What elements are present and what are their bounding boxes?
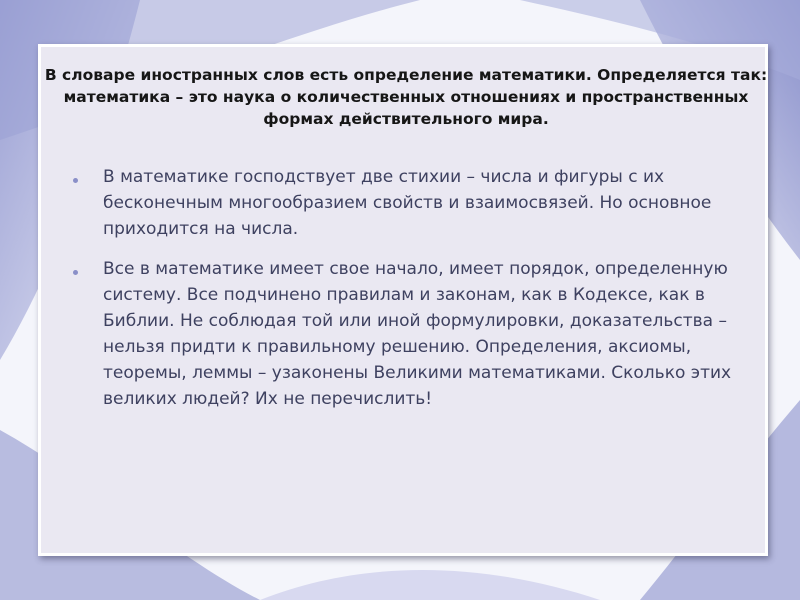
bullet-dot-icon bbox=[73, 178, 78, 183]
bullet-text: Все в математике имеет свое начало, имеет порядок, определенную систему. Все подчинено правилам и законам, как в Кодексе, как в Библии. Не соблюдая той или иной формулировки, доказательства – нельзя придти к правильному решению. Определения, аксиомы, теоремы, леммы – узаконены Великими математиками. Сколько этих великих людей? Их не перечислить! bbox=[103, 259, 732, 409]
bullet-dot-icon bbox=[73, 270, 78, 275]
slide-title: В словаре иностранных слов есть определение математики. Определяется так: математика – это наука о количественных отношениях и пространственных формах действительного мира. bbox=[44, 66, 768, 128]
bullet-text: В математике господствует две стихии – числа и фигуры с их бесконечным многообразием свойств и взаимосвязей. Но основное приходится на числа. bbox=[103, 167, 712, 239]
content-panel bbox=[38, 44, 768, 556]
bullet-item bbox=[73, 164, 733, 242]
bullet-list bbox=[73, 164, 733, 426]
bullet-item bbox=[73, 256, 733, 412]
